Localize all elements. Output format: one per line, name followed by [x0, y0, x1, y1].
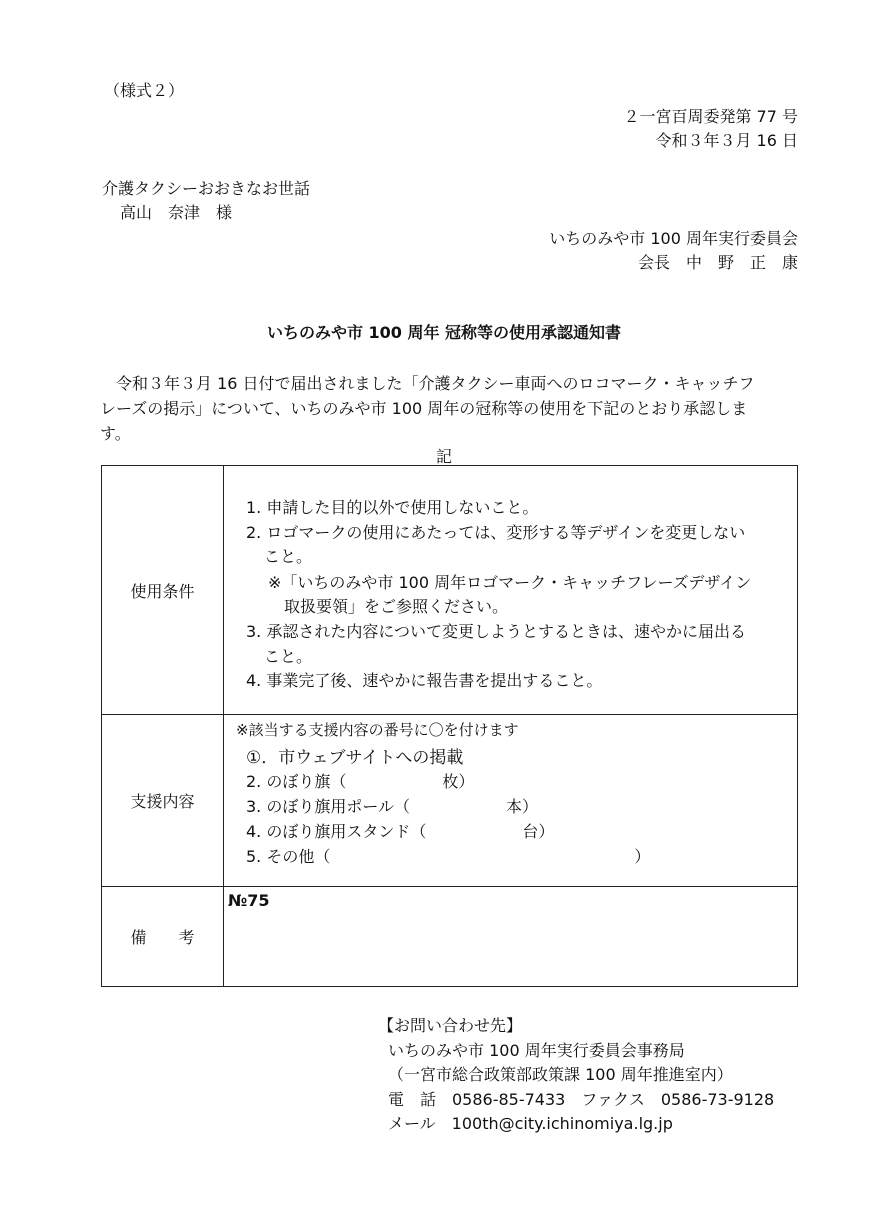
- condition-item: 3. 承認された内容について変更しようとするときは、速やかに届出る: [246, 622, 747, 641]
- conditions-label: 使用条件: [102, 466, 224, 715]
- contact-dept: （一宮市総合政策部政策課 100 周年推進室内）: [388, 1065, 733, 1084]
- support-row: [102, 715, 798, 887]
- contact-office: いちのみや市 100 周年実行委員会事務局: [388, 1041, 685, 1060]
- approval-table: [101, 465, 798, 987]
- support-label: 支援内容: [102, 715, 224, 887]
- support-item: 2. のぼり旗（ 枚）: [246, 772, 475, 791]
- condition-item: 2. ロゴマークの使用にあたっては、変形する等デザインを変更しない: [246, 523, 746, 542]
- condition-note: ※「いちのみや市 100 周年ロゴマーク・キャッチフレーズデザイン: [268, 573, 752, 592]
- contact-email: メール 100th@city.ichinomiya.lg.jp: [388, 1114, 673, 1133]
- body-line-2: レーズの掲示」について、いちのみや市 100 周年の冠称等の使用を下記のとおり承認しま: [100, 399, 748, 418]
- document-date: 令和３年３月 16 日: [655, 131, 798, 150]
- support-item: 5. その他（ ）: [246, 847, 651, 866]
- remarks-cell: [224, 887, 798, 987]
- recipient-name: 高山 奈津 様: [120, 203, 233, 222]
- sender-org: いちのみや市 100 周年実行委員会: [549, 229, 798, 248]
- condition-item: こと。: [264, 647, 313, 666]
- conditions-cell: [224, 466, 798, 715]
- remarks-label: 備 考: [102, 887, 224, 987]
- body-line-1: 令和３年３月 16 日付で届出されました「介護タクシー車両へのロコマーク・キャッチフ: [116, 374, 755, 393]
- condition-note: 取扱要領」をご参照ください。: [284, 597, 509, 616]
- support-cell: [224, 715, 798, 887]
- ki-label: 記: [435, 447, 452, 466]
- condition-item: 4. 事業完了後、速やかに報告書を提出すること。: [246, 671, 603, 690]
- condition-item: こと。: [264, 547, 313, 566]
- support-item: ①．市ウェブサイトへの掲載: [246, 748, 464, 768]
- support-item: 3. のぼり旗用ポール（ 本）: [246, 797, 539, 816]
- remarks-value: №75: [228, 891, 270, 910]
- condition-item: 1. 申請した目的以外で使用しないこと。: [246, 498, 539, 517]
- body-line-3: す。: [100, 424, 131, 443]
- support-note: ※該当する支援内容の番号に〇を付けます: [236, 721, 519, 739]
- document-number: ２一宮百周委発第 77 号: [623, 107, 798, 126]
- document-title: いちのみや市 100 周年 冠称等の使用承認通知書: [266, 323, 622, 342]
- sender-name: 会長 中 野 正 康: [637, 253, 798, 272]
- form-label: （様式２）: [104, 81, 185, 100]
- recipient-org: 介護タクシーおおきなお世話: [102, 179, 311, 198]
- remarks-row: [102, 887, 798, 987]
- body-paragraph: [100, 371, 800, 446]
- contact-phone: 電 話 0586-85-7433 ファクス 0586-73-9128: [388, 1090, 775, 1109]
- conditions-row: [102, 466, 798, 715]
- support-item: 4. のぼり旗用スタンド（ 台）: [246, 822, 555, 841]
- contact-heading: 【お問い合わせ先】: [378, 1016, 523, 1035]
